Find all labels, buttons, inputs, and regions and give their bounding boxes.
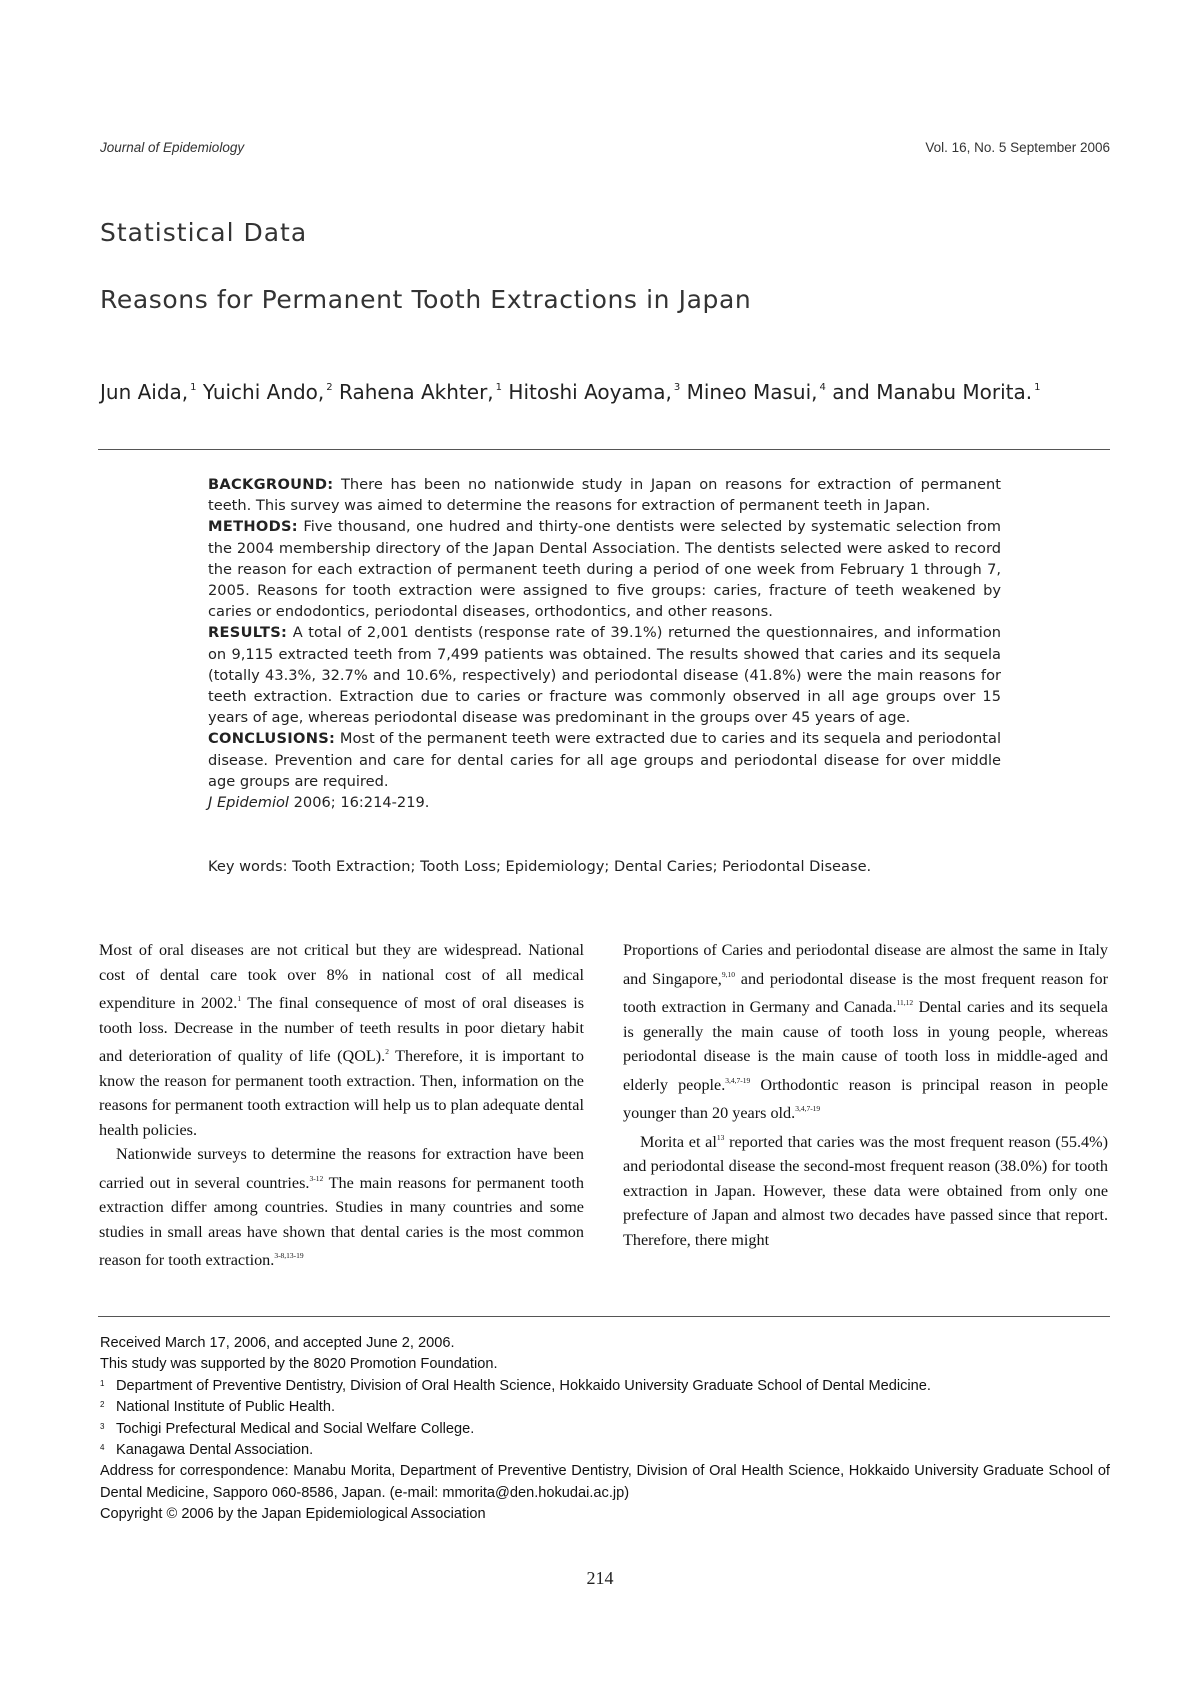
- abstract-conclusions: CONCLUSIONS: Most of the permanent teeth were extracted due to caries and its sequela and periodontal disease. Prevention and care for dental caries for all age groups and periodontal disease for over middle age groups are required.: [208, 730, 1002, 790]
- footnote-divider: [98, 1316, 1110, 1317]
- abstract-results: RESULTS: A total of 2,001 dentists (response rate of 39.1%) returned the questionnaires, and information on 9,115 extracted teeth from 7,499 patients was obtained. The results showed that caries and its sequela (totally 43.3%, 32.7% and 10.6%, respectively) and periodontal disease (41.8%) were the main reasons for teeth extraction. Extraction due to caries or fracture was commonly observed in all age groups over 15 years of age, whereas periodontal disease was predominant in the groups over 45 years of age.: [208, 624, 1002, 727]
- citation-ref: 3,4,7-19: [795, 1104, 821, 1113]
- author: Jun Aida, $^1$: [100, 380, 197, 404]
- citation-ref: 13: [716, 1132, 725, 1142]
- author: Mineo Masui, $^4$: [686, 380, 826, 404]
- page-number: 214: [586, 1568, 614, 1588]
- author: Yuichi Ando, $^2$: [202, 380, 333, 404]
- citation-ref: 3-8,13-19: [274, 1251, 304, 1260]
- abstract-citation: J Epidemiol 2006; 16:214-219.: [208, 794, 430, 812]
- abstract: [208, 474, 1001, 813]
- volume-issue: Vol. 16, No. 5 September 2006: [925, 140, 1110, 155]
- citation-ref: 9,10: [721, 969, 735, 979]
- received-date: Received March 17, 2006, and accepted June 2, 2006.: [100, 1335, 455, 1351]
- affiliation: 1 Department of Preventive Dentistry, Division of Oral Health Science, Hokkaido University Graduate School of Dental Medicine.: [100, 1377, 931, 1394]
- abstract-background: BACKGROUND: There has been no nationwide study in Japan on reasons for extraction of permanent teeth. This survey was aimed to determine the reasons for extraction of permanent teeth in Japan.: [208, 476, 1001, 515]
- body-column-right: [623, 938, 1108, 1252]
- running-head: [100, 140, 1110, 162]
- body-paragraph: Nationwide surveys to determine the reasons for extraction have been carried out in several countries.$^{3-12}$ The main reasons for permanent tooth extraction differ among countries. Studies in many countries and some studies in small areas have shown that dental caries is the most common reason for tooth extraction.$^{3-8,13-19}$: [99, 1145, 584, 1269]
- section-label: Statistical Data: [100, 218, 308, 247]
- body-column-left: [99, 938, 584, 1273]
- journal-name: Journal of Epidemiology: [100, 140, 245, 155]
- abstract-methods: METHODS: Five thousand, one hudred and thirty-one dentists were selected by systematic selection from the 2004 membership directory of the Japan Dental Association. The dentists selected were asked to record the reason for each extraction of permanent teeth during a period of one week from February 1 through 7, 2005. Reasons for tooth extraction were assigned to five groups: caries, fracture of teeth weakened by caries or endodontics, periodontal diseases, orthodontics, and other reasons.: [208, 518, 1002, 621]
- author-list: [100, 380, 1041, 404]
- copyright-notice: Copyright © 2006 by the Japan Epidemiological Association: [100, 1506, 486, 1523]
- affiliation: 4 Kanagawa Dental Association.: [100, 1442, 314, 1459]
- author: and Manabu Morita. $^1$: [832, 380, 1041, 404]
- correspondence-address: Address for correspondence: Manabu Morita, Department of Preventive Dentistry, Division of Oral Health Science, Hokkaido University Graduate School of Dental Medicine, Sapporo 060-8586, Japan. (e-mail: mmorita@den.hokudai.ac.jp): [100, 1463, 1110, 1501]
- affiliation: 2 National Institute of Public Health.: [100, 1399, 336, 1416]
- keywords: Key words: Tooth Extraction; Tooth Loss; Epidemiology; Dental Caries; Periodontal Disease.: [208, 858, 872, 875]
- affiliation: 3 Tochigi Prefectural Medical and Social Welfare College.: [100, 1420, 475, 1437]
- body-paragraph: Morita et $al^{13}$ reported that caries was the most frequent reason (55.4%) and periodontal disease the second-most frequent reason (38.0%) for tooth extraction in Japan. However, these data were obtained from only one prefecture of Japan and almost two decades have passed since that report. Therefore, there might: [623, 1132, 1109, 1249]
- footnotes: [100, 1333, 1110, 1526]
- citation-ref: 1: [237, 994, 242, 1003]
- citation-ref: 2: [385, 1047, 389, 1056]
- author: Rahena Akhter, $^1$: [339, 380, 503, 404]
- header-divider: [98, 449, 1110, 450]
- citation-ref: 3,4,7-19: [725, 1075, 751, 1085]
- body-paragraph: Most of oral diseases are not critical but they are widespread. National cost of dental care took over 8% in national cost of all medical expenditure in 2002.$^1$ The final consequence of most of oral diseases is tooth loss. Decrease in the number of teeth results in poor dietary habit and deterioration of quality of life (QOL).$^2$ Therefore, it is important to know the reason for permanent tooth extraction. Then, information on the reasons for permanent tooth extraction will help us to plan adequate dental health policies.: [99, 941, 584, 1139]
- article-title: Reasons for Permanent Tooth Extractions in Japan: [100, 285, 752, 314]
- citation-ref: 11,12: [896, 998, 914, 1007]
- citation-ref: 3-12: [309, 1173, 324, 1183]
- author: Hitoshi Aoyama, $^3$: [508, 380, 681, 404]
- body-paragraph: Proportions of Caries and periodontal disease are almost the same in Italy and Singapore,$^{9,10}$ and periodontal disease is the most frequent reason for tooth extraction in Germany and Canada.$^{11,12}$ Dental caries and its sequela is generally the main cause of tooth loss in young people, whereas periodontal disease is the main cause of tooth loss in middle-aged and elderly people.$^{3,4,7-19}$ Orthodontic reason is principal reason in people younger than 20 years old.$^{3,4,7-19}$: [623, 941, 1109, 1122]
- funding-note: This study was supported by the 8020 Promotion Foundation.: [100, 1356, 498, 1373]
